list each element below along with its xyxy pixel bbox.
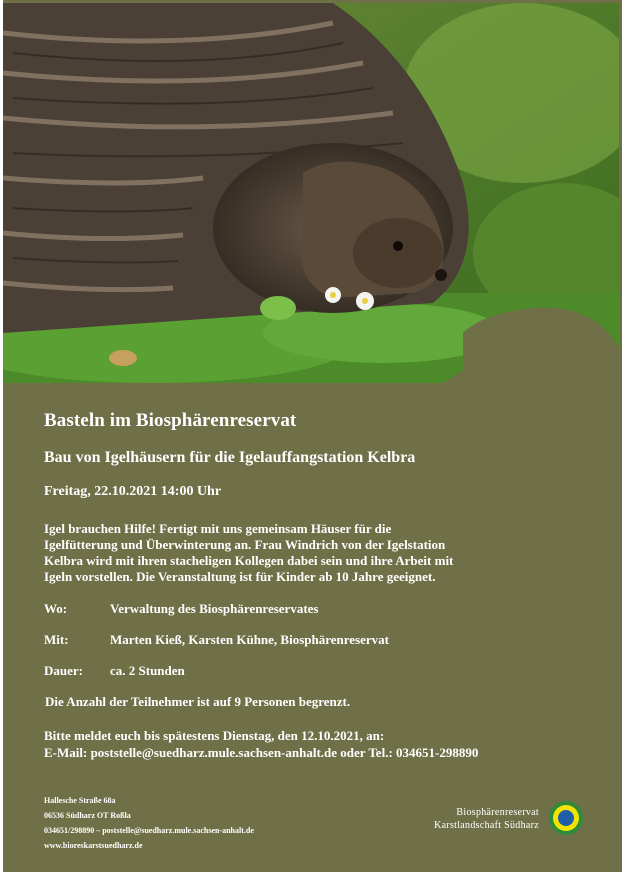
registration-line: Bitte meldet euch bis spätestens Dienstag, den 12.10.2021, an: (44, 728, 385, 743)
description-line: Igeln vorstellen. Die Veranstaltung ist für Kinder ab 10 Jahre geeignet. (44, 569, 436, 584)
event-content (44, 410, 604, 761)
detail-label: Wo: (44, 601, 68, 616)
address-contact: 034651/298890 – poststelle@suedharz.mule.sachsen-anhalt.de (44, 826, 254, 835)
address-city: 06536 Südharz OT Roßla (44, 811, 131, 820)
detail-label: Dauer: (44, 663, 83, 678)
detail-location (44, 601, 604, 617)
registration-line: E-Mail: poststelle@suedharz.mule.sachsen-anhalt.de oder Tel.: 034651-298890 (44, 745, 479, 760)
participants-note: Die Anzahl der Teilnehmer ist auf 9 Personen begrenzt. (45, 694, 351, 709)
description-line: Igelfütterung und Überwinterung an. Frau Windrich von der Igelstation (44, 537, 446, 552)
hedgehog-photo (3, 3, 619, 383)
detail-value: Marten Kieß, Karsten Kühne, Biosphärenreservat (110, 632, 390, 647)
address-street: Hallesche Straße 68a (44, 796, 116, 805)
org-line: Karstlandschaft Südharz (434, 820, 539, 831)
detail-value: ca. 2 Stunden (110, 663, 185, 678)
biosphere-logo-icon (548, 800, 584, 836)
event-title: Basteln im Biosphärenreservat (44, 410, 297, 431)
detail-hosts (44, 632, 604, 648)
description-line: Igel brauchen Hilfe! Fertigt mit uns gemeinsam Häuser für die (44, 521, 392, 536)
registration-info (44, 727, 604, 761)
footer-address (44, 793, 254, 853)
description-line: Kelbra wird mit ihren stacheligen Kollegen dabei sein und ihre Arbeit mit (44, 553, 454, 568)
org-line: Biosphärenreservat (456, 807, 539, 818)
detail-duration (44, 663, 604, 679)
event-description (44, 521, 604, 585)
event-datetime: Freitag, 22.10.2021 14:00 Uhr (44, 484, 222, 499)
detail-value: Verwaltung des Biosphärenreservates (110, 601, 319, 616)
address-website: www.bioreskarstsuedharz.de (44, 841, 143, 850)
org-name (395, 806, 539, 832)
detail-label: Mit: (44, 632, 69, 647)
event-subtitle: Bau von Igelhäusern für die Igelauffangstation Kelbra (44, 449, 416, 466)
